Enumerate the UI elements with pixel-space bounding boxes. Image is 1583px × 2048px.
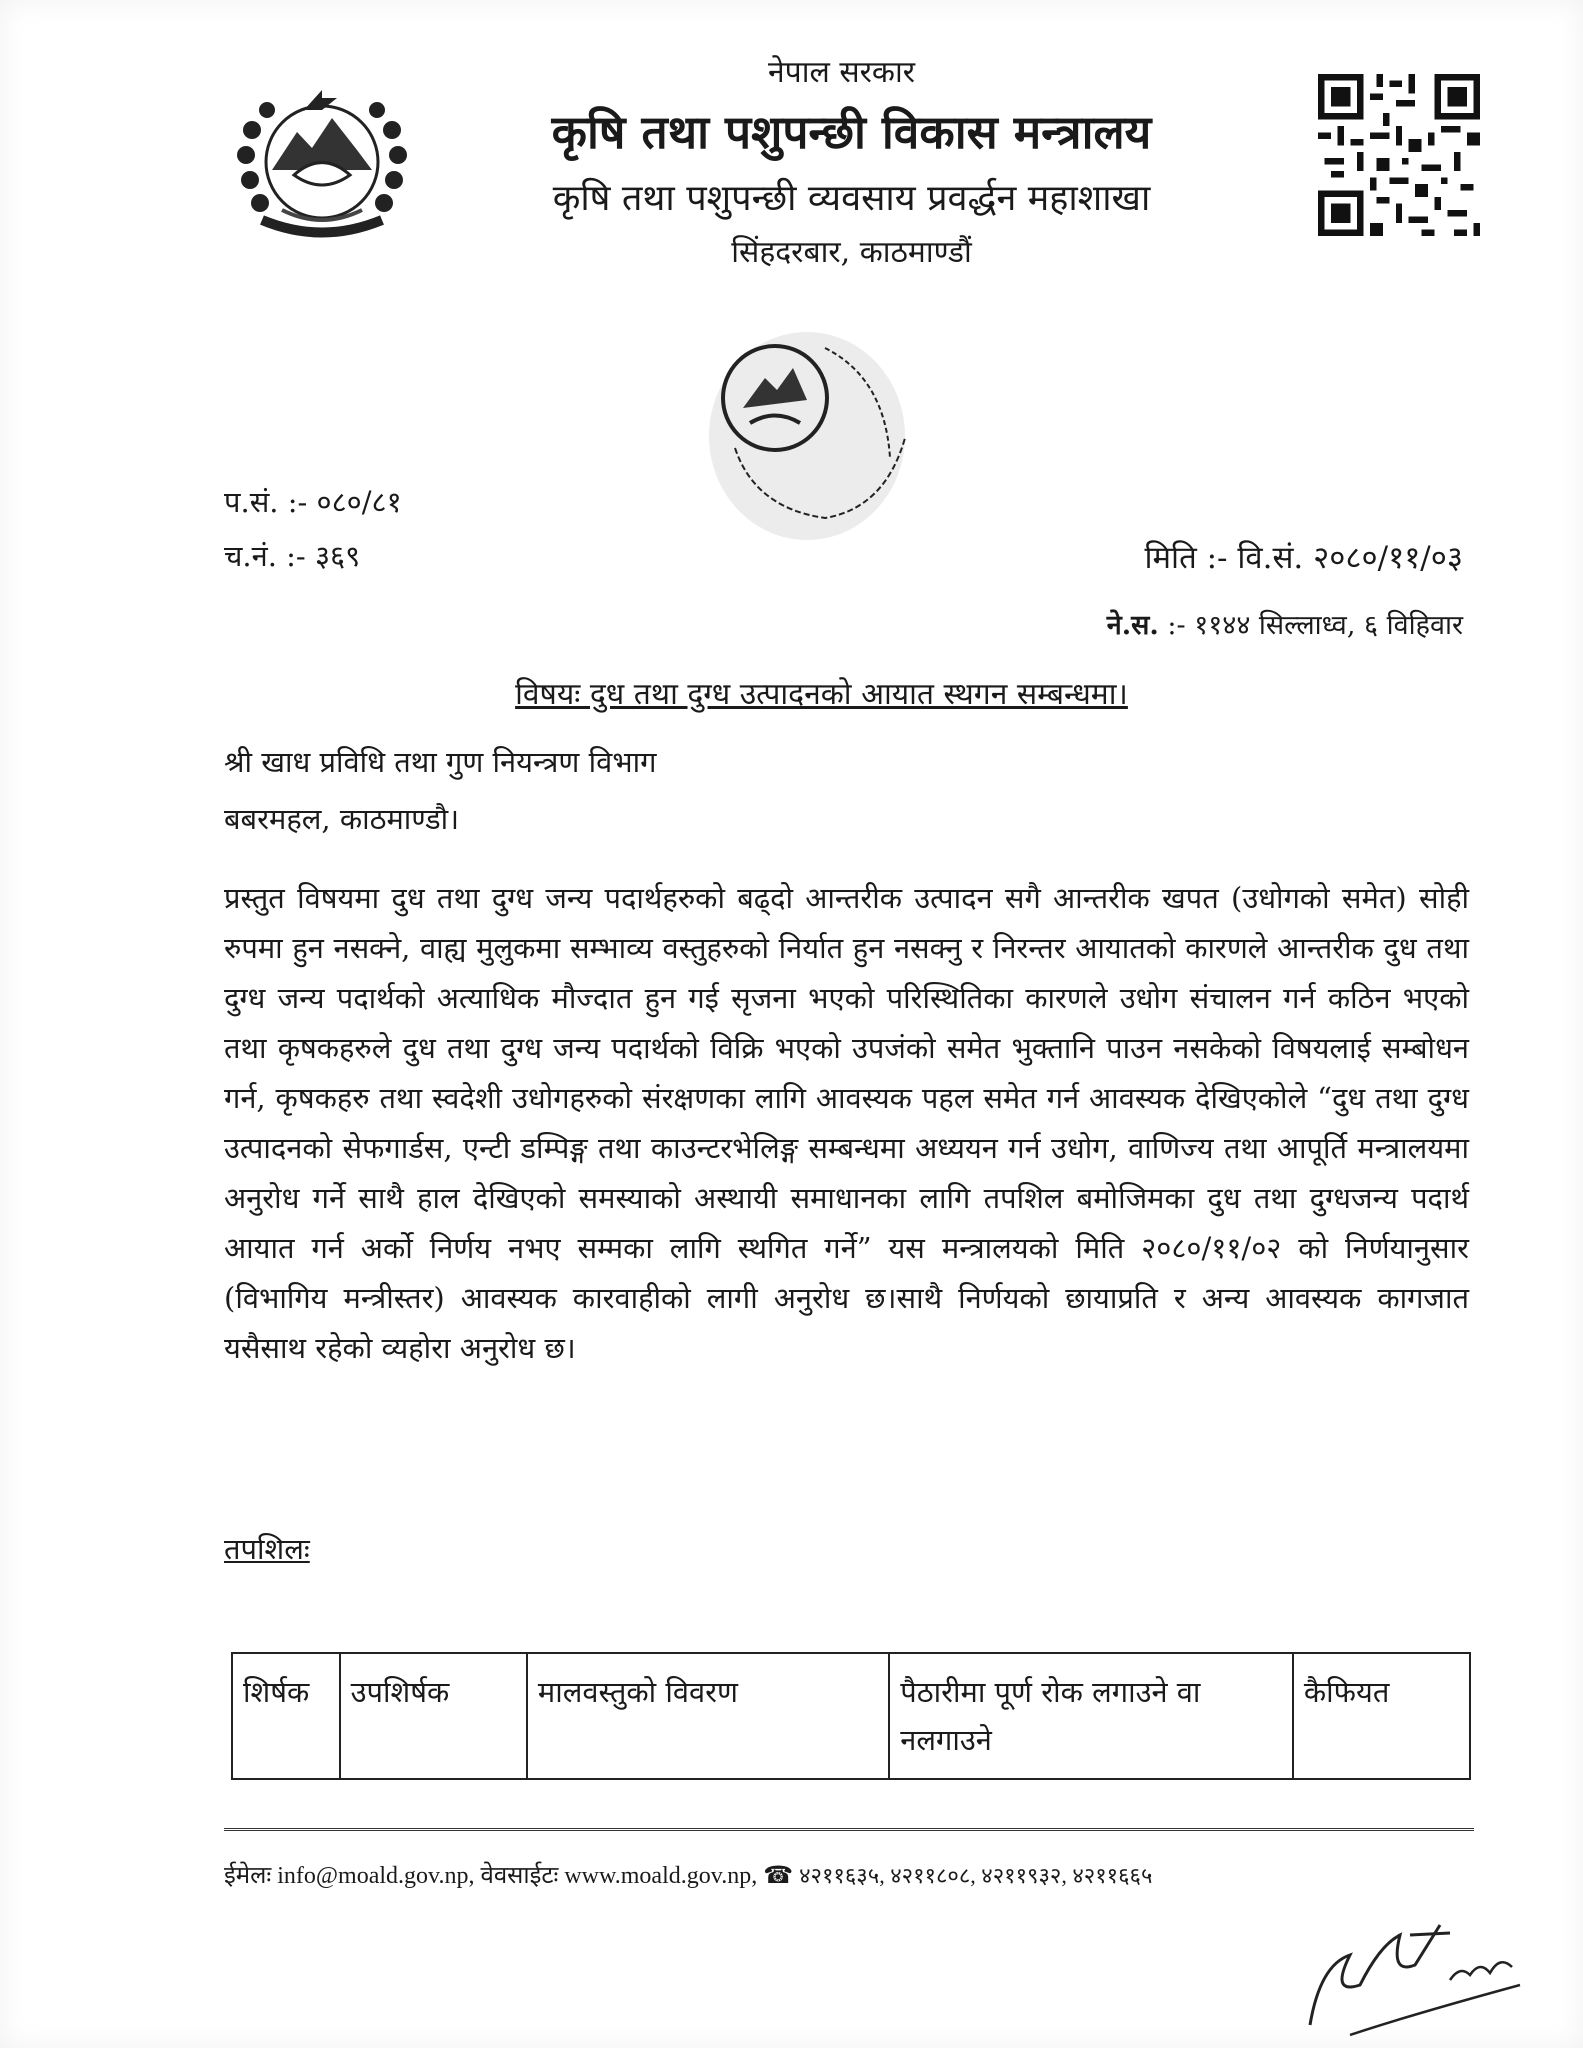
nepal-sambat-label: ने.स. bbox=[1106, 610, 1159, 641]
email-label: ईमेलः bbox=[224, 1863, 272, 1889]
letter-subject bbox=[0, 672, 1583, 713]
letter-date: मिति :- वि.सं. २०८०/११/०३ bbox=[1144, 540, 1463, 576]
government-name: नेपाल सरकार bbox=[768, 55, 915, 90]
column-subheading: उपशिर्षक bbox=[340, 1653, 527, 1779]
table-header-row bbox=[232, 1653, 1470, 1779]
handwritten-signature bbox=[1290, 1905, 1540, 2045]
goods-table bbox=[231, 1652, 1471, 1780]
details-heading: तपशिलः bbox=[224, 1532, 310, 1566]
column-import-ban: पैठारीमा पूर्ण रोक लगाउने वा नलगाउने bbox=[889, 1653, 1293, 1779]
office-address: सिंहदरबार, काठमाण्डौं bbox=[731, 235, 972, 270]
office-seal-stamp bbox=[695, 318, 925, 548]
nepal-sambat-value: :- ११४४ सिल्लाध्व, ६ विहिवार bbox=[1167, 610, 1463, 641]
recipient-address: बबरमहल, काठमाण्डौ। bbox=[224, 802, 460, 836]
dispatch-number: च.नं. :- ३६९ bbox=[224, 539, 361, 573]
letter-reference-number: प.सं. :- ०८०/८१ bbox=[224, 485, 402, 519]
qr-code-icon bbox=[1318, 74, 1480, 236]
ministry-name: कृषि तथा पशुपन्छी विकास मन्त्रालय bbox=[551, 105, 1152, 159]
phone-numbers: ४२११६३५, ४२११८०८, ४२११९३२, ४२११६६५ bbox=[799, 1863, 1153, 1888]
column-remarks: कैफियत bbox=[1293, 1653, 1470, 1779]
recipient-name: श्री खाध प्रविधि तथा गुण नियन्त्रण विभाग bbox=[224, 745, 657, 779]
subject-text: विषयः दुध तथा दुग्ध उत्पादनको आयात स्थगन सम्बन्धमा। bbox=[515, 677, 1128, 712]
column-goods-description: मालवस्तुको विवरण bbox=[527, 1653, 889, 1779]
contact-footer bbox=[224, 1858, 1152, 1891]
nepal-sambat-date bbox=[1107, 605, 1463, 642]
letter-body: प्रस्तुत विषयमा दुध तथा दुग्ध जन्य पदार्थहरुको बढ्दो आन्तरीक उत्पादन सगै आन्तरीक खपत (उधोगको समेत) सोही रुपमा हुन नसक्ने, वाह्य मुलुकमा सम्भाव्य वस्तुहरुको निर्यात हुन नसक्नु र निरन्तर आयातको कारणले आन्तरीक दुध तथा दुग्ध जन्य पदार्थको अत्याधिक मौज्दात हुन गई सृजना भएको परिस्थितिका कारणले उधोग संचालन गर्न कठिन भएको तथा कृषकहरुले दुध तथा दुग्ध जन्य पदार्थको विक्रि भएको उपजंको समेत भुक्तानि पाउन नसकेको विषयलाई सम्बोधन गर्न, कृषकहरु तथा स्वदेशी उधोगहरुको संरक्षणका लागि आवस्यक पहल समेत गर्न आवस्यक देखिएकोले “दुध तथा दुग्ध उत्पादनको सेफगार्डस, एन्टी डम्पिङ्ग तथा काउन्टरभेलिङ्ग सम्बन्धमा अध्ययन गर्न उधोग, वाणिज्य तथा आपूर्ति मन्त्रालयमा अनुरोध गर्ने साथै हाल देखिएको समस्याको अस्थायी समाधानका लागि तपशिल बमोजिमका दुध तथा दुग्धजन्य पदार्थ आयात गर्न अर्को निर्णय नभए सम्मका लागि स्थगित गर्ने” यस मन्त्रालयको मिति २०८०/११/०२ को निर्णयानुसार (विभागिय मन्त्रीस्तर) आवस्यक कारवाहीको लागी अनुरोध छ।साथै निर्णयको छायाप्रति र अन्य आवस्यक कागजात यसैसाथ रहेको व्यहोरा अनुरोध छ। bbox=[224, 881, 1469, 1365]
website-label: वेवसाईटः bbox=[480, 1863, 559, 1889]
email-address[interactable]: info@moald.gov.np, bbox=[277, 1863, 475, 1889]
footer-divider bbox=[224, 1828, 1474, 1831]
telephone-icon: ☎ bbox=[763, 1863, 794, 1889]
division-name: कृषि तथा पशुपन्छी व्यवसाय प्रवर्द्धन महाशाखा bbox=[552, 178, 1151, 219]
website-url[interactable]: www.moald.gov.np, bbox=[564, 1863, 758, 1889]
column-heading: शिर्षक bbox=[232, 1653, 340, 1779]
